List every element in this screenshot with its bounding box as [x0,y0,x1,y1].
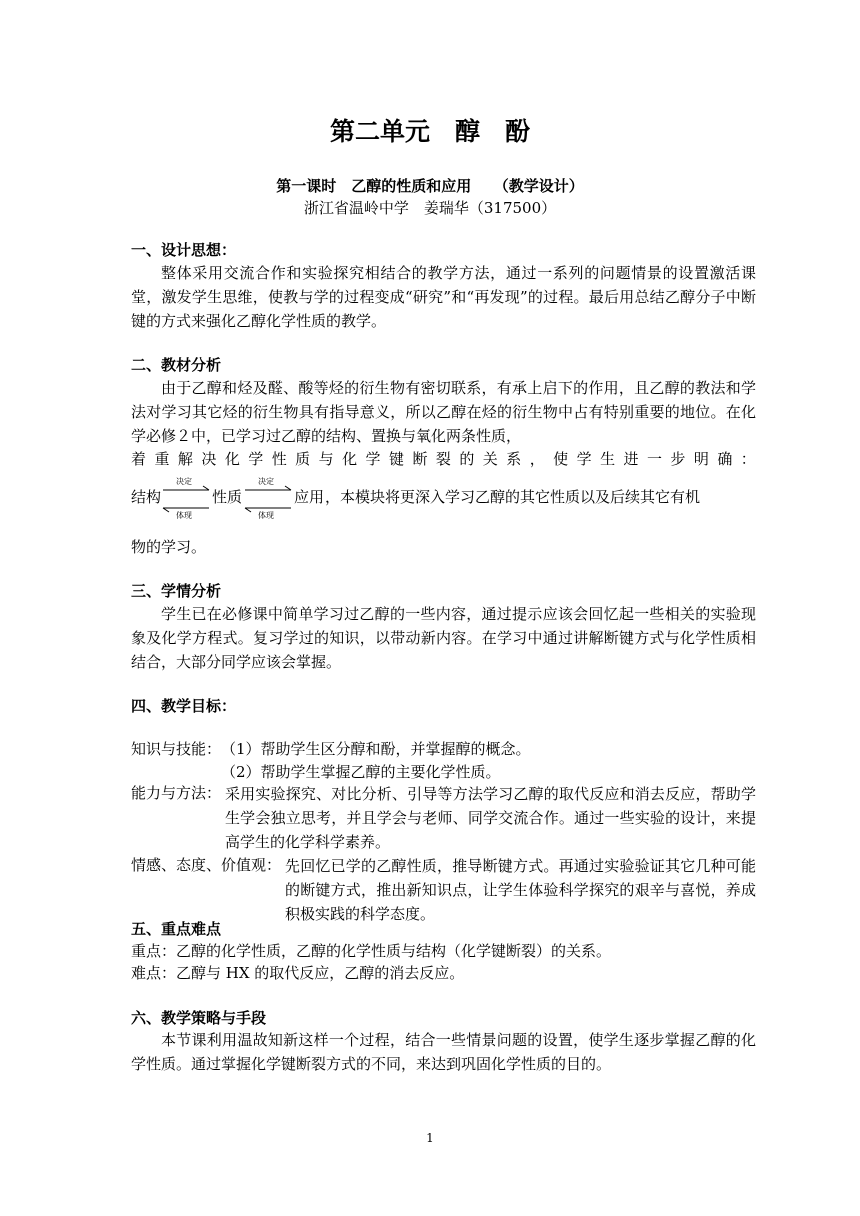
difficult-point-line: 难点：乙醇与 HX 的取代反应，乙醇的消去反应。 [131,964,465,982]
spread-char: 决 [201,450,217,468]
section-body-strategy: 本节课利用温故知新这样一个过程，结合一些情景问题的设置，使学生逐步掌握乙醇的化学性质。通过掌握化学键断裂方式的不同，来达到巩固化学性质的目的。 [131,1031,756,1073]
spread-justified-line [131,448,756,469]
spread-char: 性 [271,450,287,468]
spread-char: 使 [553,450,569,468]
key-point-line: 重点：乙醇的化学性质，乙醇的化学性质与结构（化学键断裂）的关系。 [131,942,612,960]
structure-property-diagram [131,475,756,525]
objective-knowledge-1: （1）帮助学生区分醇和酚，并掌握醇的概念。 [221,740,531,758]
objective-knowledge-2: （2）帮助学生掌握乙醇的主要化学性质。 [221,763,501,781]
spread-char: 学 [365,450,381,468]
diagram-following-text: ，本模块将更深入学习乙醇的其它性质以及后续其它有机 [325,488,701,506]
document-title: 第二单元 醇 酚 [329,117,530,146]
spread-char: 一 [646,450,662,468]
section-heading-learners: 三、学情分析 [131,582,222,600]
lesson-subtitle: 第一课时 乙醇的性质和应用 （教学设计） [276,177,584,195]
diagram-structure-label: 结构 [131,488,162,506]
spread-char: 学 [576,450,592,468]
spread-char: ： [740,450,756,468]
spread-char: 步 [670,450,686,468]
section-heading-design: 一、设计思想： [131,241,237,259]
diagram-decides-label-1: 决定 [176,477,192,486]
spread-char: 解 [177,450,193,468]
spread-char: 确 [717,450,733,468]
section-body-design: 整体采用交流合作和实验探究相结合的教学方法，通过一系列的问题情景的设置激活课堂，激发学生思维，使教与学的过程变成“研究”和“再发现”的过程。最后用总结乙醇分子中断键的方式来强化乙醇化学性质的教学。 [131,264,756,330]
section-heading-material: 二、教材分析 [131,356,222,374]
section-heading-objectives: 四、教学目标： [131,697,237,715]
spread-char: 重 [154,450,170,468]
spread-char: 学 [248,450,264,468]
objective-ability-label: 能力与方法： [131,784,222,802]
spread-char: 明 [693,450,709,468]
section-body-material-tail: 物的学习。 [131,538,207,556]
spread-char: 系 [506,450,522,468]
diagram-decides-label-2: 决定 [258,477,274,486]
spread-char: 着 [131,450,147,468]
page-number: 1 [426,1131,434,1145]
section-heading-key-points: 五、重点难点 [131,920,222,938]
objective-knowledge-label: 知识与技能： [131,740,222,758]
section-heading-strategy: 六、教学策略与手段 [131,1009,267,1027]
spread-char: 断 [412,450,428,468]
objective-ability-text: 采用实验探究、对比分析、引导等方法学习乙醇的取代反应和消去反应，帮助学生学会独立思考，并且学会与老师、同学交流合作。通过一些实验的设计，来提高学生的化学科学素养。 [225,785,756,851]
author-line: 浙江省温岭中学 姜瑞华（317500） [303,199,557,217]
diagram-application-label: 应用 [294,488,325,506]
spread-char: 的 [459,450,475,468]
objective-emotion-label: 情感、态度、价值观： [131,856,282,874]
diagram-reflects-label-1: 体现 [176,511,192,520]
objective-ability-body [225,782,756,854]
section-body-material: 由于乙醇和烃及醛、酸等烃的衍生物有密切联系，有承上启下的作用，且乙醇的教法和学法对学习其它烃的衍生物具有指导意义，所以乙醇在烃的衍生物中占有特别重要的地位。在化学必修２中，已学习过乙醇的结构、置换与氧化两条性质， [131,379,756,445]
diagram-reflects-label-2: 体现 [258,511,274,520]
diagram-property-label: 性质 [212,488,243,506]
spread-char: 化 [342,450,358,468]
spread-char: 化 [224,450,240,468]
spread-char: 裂 [435,450,451,468]
spread-char: 关 [482,450,498,468]
diagram-arrows [131,475,331,525]
spread-char: ， [529,450,545,468]
objective-emotion-body: 先回忆已学的乙醇性质，推导断键方式。再通过实验验证其它几种可能的断键方式，推出新知识点，让学生体验科学探究的艰辛与喜悦，养成积极实践的科学态度。 [285,857,756,923]
spread-char: 与 [318,450,334,468]
spread-char: 键 [388,450,404,468]
spread-char: 进 [623,450,639,468]
section-body-learners: 学生已在必修课中简单学习过乙醇的一些内容，通过提示应该会回忆起一些相关的实验现象及化学方程式。复习学过的知识，以带动新内容。在学习中通过讲解断键方式与化学性质相结合，大部分同学应该会掌握。 [131,605,756,671]
spread-char: 质 [295,450,311,468]
spread-char: 生 [600,450,616,468]
